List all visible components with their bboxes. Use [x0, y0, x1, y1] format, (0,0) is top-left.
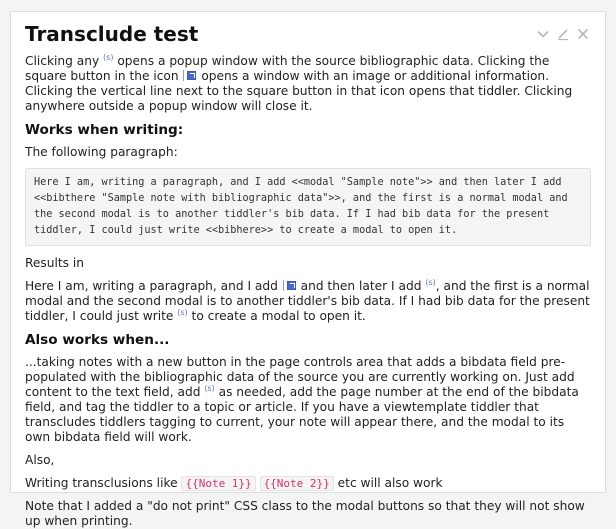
inline-code: {{Note 2}}	[260, 476, 334, 491]
notes-paragraph: ...taking notes with a new button in the page controls area that adds a bibdata field pre-populated with the bibliographic data of the source you are currently working on. Just add content to the text field, add $^{(s)}$ as needed, add the page number at the end of the bibdata field, and tag the tiddler to a topic or article. If you have a viewtemplate tiddler that transcludes tiddlers tagging to current, your note will appear there, and the modal to its own bibdata field will work.	[25, 355, 579, 444]
image-square-button[interactable]	[287, 281, 296, 290]
transclusions-paragraph: Writing transclusions like {{Note 1}} {{Note 2}} etc will also work	[25, 476, 443, 490]
bib-icon[interactable]	[182, 70, 197, 81]
chevron-down-icon[interactable]	[535, 26, 551, 42]
modal-link[interactable]: (s)	[204, 383, 215, 393]
heading-works-when-writing: Works when writing:	[25, 122, 184, 138]
tiddler-header	[25, 22, 591, 46]
close-icon[interactable]	[575, 26, 591, 42]
heading-also-works-when: Also works when...	[25, 332, 170, 348]
results-label: Results in	[25, 256, 84, 270]
tiddler-link-bar[interactable]	[283, 280, 284, 291]
tiddler-frame	[10, 11, 606, 528]
modal-link[interactable]: (s)	[425, 277, 436, 287]
also-paragraph: Also,	[25, 453, 55, 467]
tiddler-controls	[535, 26, 591, 42]
code-block: Here I am, writing a paragraph, and I add <<modal "Sample note">> and then later I add <<bibthere "Sample note with bibliographic data">>, and the first is a normal modal and the second modal is to another tiddler's bib data. If I had bib data for the present tiddler, I could just write <<bibhere>> to create a modal to open it.	[25, 168, 591, 246]
lead-paragraph: The following paragraph:	[25, 145, 178, 159]
bib-icon[interactable]	[282, 280, 297, 291]
tiddler-title: Transclude test	[25, 22, 199, 46]
pencil-icon[interactable]	[555, 26, 571, 42]
print-note-paragraph: Note that I added a "do not print" CSS class to the modal buttons so that they will not show up when printing.	[25, 499, 585, 528]
result-paragraph: Here I am, writing a paragraph, and I add and then later I add $^{(s)}$, and the first is a normal modal and the second modal is to another tiddler's bib data. If I had bib data for the present tiddler, I could just write $^{(s)}$ to create a modal to open it.	[25, 277, 590, 323]
modal-link[interactable]: (s)	[103, 52, 114, 62]
tiddler-body	[25, 54, 591, 529]
inline-code: {{Note 1}}	[181, 476, 255, 491]
intro-paragraph: Clicking any $^{(s)}$ opens a popup window with the source bibliographic data. Clicking the square button in the icon opens a window with an image or additional information. Clicking the vertical line next to the square button in that icon opens that tiddler. Clicking anywhere outside a popup window will close it.	[25, 52, 573, 113]
image-square-button[interactable]	[187, 71, 196, 80]
tiddler-link-bar[interactable]	[183, 70, 184, 81]
modal-link[interactable]: (s)	[177, 307, 188, 317]
